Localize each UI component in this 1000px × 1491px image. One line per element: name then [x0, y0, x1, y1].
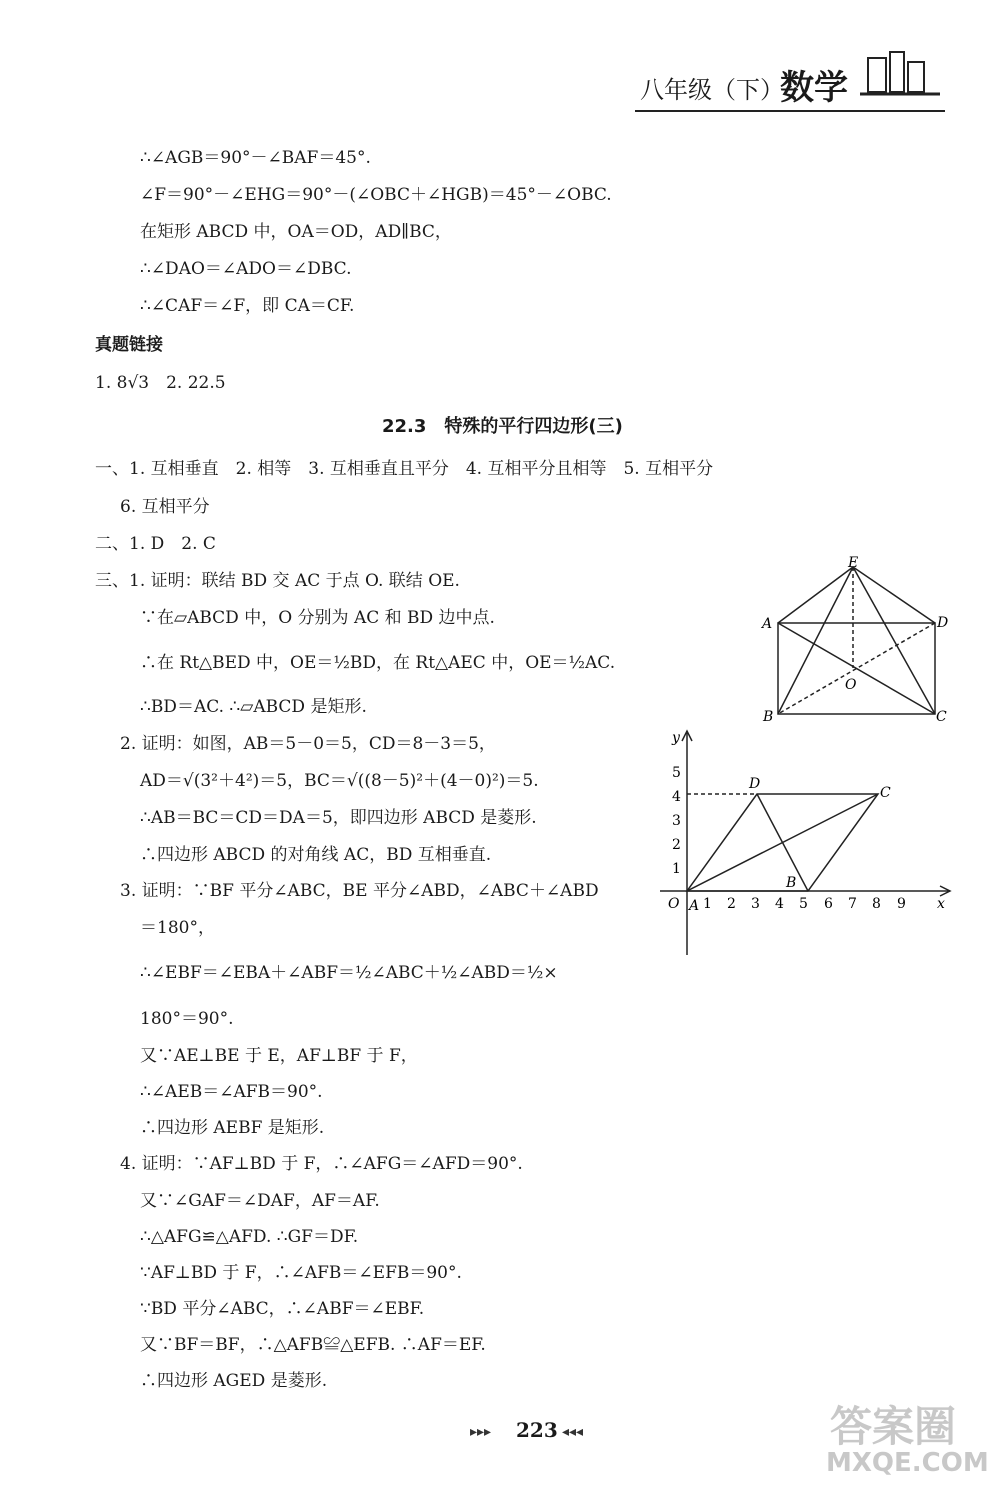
q3-line: ＝180°， [140, 918, 215, 938]
q1-line: ∴BD＝AC. ∴▱ABCD 是矩形. [140, 697, 367, 717]
q1-line: ∴在 Rt△BED 中，OE＝½BD，在 Rt△AEC 中，OE＝½AC. [140, 653, 616, 673]
q3-line: ∴四边形 AEBF 是矩形. [140, 1118, 325, 1138]
y-tick: 4 [672, 789, 681, 805]
x-tick: 1 [703, 896, 712, 912]
y-tick: 1 [672, 861, 681, 877]
axis-x-label: x [937, 896, 945, 912]
page-arrows-left: ▸▸▸ [470, 1424, 492, 1440]
q2-line: 2. 证明：如图，AB＝5－0＝5，CD＝8－3＝5， [120, 734, 496, 754]
part1-line: 6. 互相平分 [120, 497, 210, 517]
zhenti-answers: 1. 8√3 2. 22.5 [95, 373, 226, 393]
q4-line: ∴△AFG≌△AFD. ∴GF＝DF. [140, 1227, 359, 1247]
text-line: ∴∠AGB＝90°－∠BAF＝45°. [140, 148, 371, 168]
axis-y-label: y [672, 730, 680, 746]
label-D: D [937, 615, 949, 631]
q3-line: 3. 证明：∵BF 平分∠ABC，BE 平分∠ABD，∠ABC＋∠ABD [120, 881, 599, 901]
text-line: 在矩形 ABCD 中，OA＝OD，AD∥BC， [140, 222, 452, 242]
y-tick: 2 [672, 837, 681, 853]
q4-line: 又∵∠GAF＝∠DAF，AF＝AF. [140, 1191, 380, 1211]
part2-line: 二、1. D 2. C [95, 534, 216, 554]
x-tick: 2 [727, 896, 736, 912]
x-tick: 8 [872, 896, 881, 912]
label-C: C [936, 709, 947, 725]
label-B: B [763, 709, 774, 725]
q3-line: 又∵AE⊥BE 于 E，AF⊥BF 于 F， [140, 1046, 418, 1066]
q2-line: ∴AB＝BC＝CD＝DA＝5，即四边形 ABCD 是菱形. [140, 808, 537, 828]
q3-line: ∴∠EBF＝∠EBA＋∠ABF＝½∠ABC＋½∠ABD＝½× [140, 963, 558, 983]
point-D: D [749, 776, 761, 792]
q4-line: ∴四边形 AGED 是菱形. [140, 1371, 328, 1391]
point-B: B [786, 875, 797, 891]
book-icon [860, 48, 945, 103]
x-tick: 4 [775, 896, 784, 912]
y-tick: 3 [672, 813, 681, 829]
q1-line: ∵在▱ABCD 中，O 分别为 AC 和 BD 边中点. [140, 608, 495, 628]
q2-line: ∴四边形 ABCD 的对角线 AC，BD 互相垂直. [140, 845, 492, 865]
origin-label: O [668, 896, 680, 912]
q4-line: ∵AF⊥BD 于 F，∴∠AFB＝∠EFB＝90°. [140, 1263, 462, 1283]
x-tick: 7 [848, 896, 857, 912]
page-arrows-right: ◂◂◂ [562, 1424, 584, 1440]
y-tick: 5 [672, 765, 681, 781]
q3-line: 180°＝90°. [140, 1009, 234, 1029]
label-A: A [762, 616, 773, 632]
rectangle-figure [755, 555, 955, 730]
x-tick: 5 [799, 896, 808, 912]
q4-line: 又∵BF＝BF，∴△AFB≌△EFB. ∴AF＝EF. [140, 1335, 486, 1355]
x-tick: 6 [824, 896, 833, 912]
watermark-url: MXQE.COM [826, 1448, 989, 1478]
page-number: 223 [516, 1418, 558, 1442]
watermark-logo: 答案圈 [830, 1402, 957, 1451]
coordinate-figure [660, 725, 960, 960]
point-C: C [880, 785, 891, 801]
text-line: ∠F＝90°－∠EHG＝90°－(∠OBC＋∠HGB)＝45°－∠OBC. [140, 185, 612, 205]
part1-line: 一、1. 互相垂直 2. 相等 3. 互相垂直且平分 4. 互相平分且相等 5. 互相平分 [95, 459, 714, 479]
x-tick: 9 [897, 896, 906, 912]
q2-line: AD＝√(3²＋4²)＝5，BC＝√((8－5)²＋(4－0)²)＝5. [140, 771, 539, 791]
text-line: ∴∠CAF＝∠F，即 CA＝CF. [140, 296, 355, 316]
q4-line: ∵BD 平分∠ABC，∴∠ABF＝∠EBF. [140, 1299, 425, 1319]
text-line: ∴∠DAO＝∠ADO＝∠DBC. [140, 259, 352, 279]
q4-line: 4. 证明：∵AF⊥BD 于 F，∴∠AFG＝∠AFD＝90°. [120, 1154, 523, 1174]
header-rule [635, 110, 945, 112]
x-tick: 3 [751, 896, 760, 912]
q1-line: 三、1. 证明：联结 BD 交 AC 于点 O. 联结 OE. [95, 571, 460, 591]
q3-line: ∴∠AEB＝∠AFB＝90°. [140, 1082, 323, 1102]
section-title: 22.3 特殊的平行四边形(三) [382, 416, 623, 437]
label-O: O [845, 677, 857, 693]
zhenti-heading: 真题链接 [95, 335, 163, 355]
label-E: E [848, 555, 859, 571]
grade-label: 八年级（下） [640, 76, 784, 104]
subject-title: 数学 [780, 68, 848, 108]
point-A: A [689, 898, 700, 914]
